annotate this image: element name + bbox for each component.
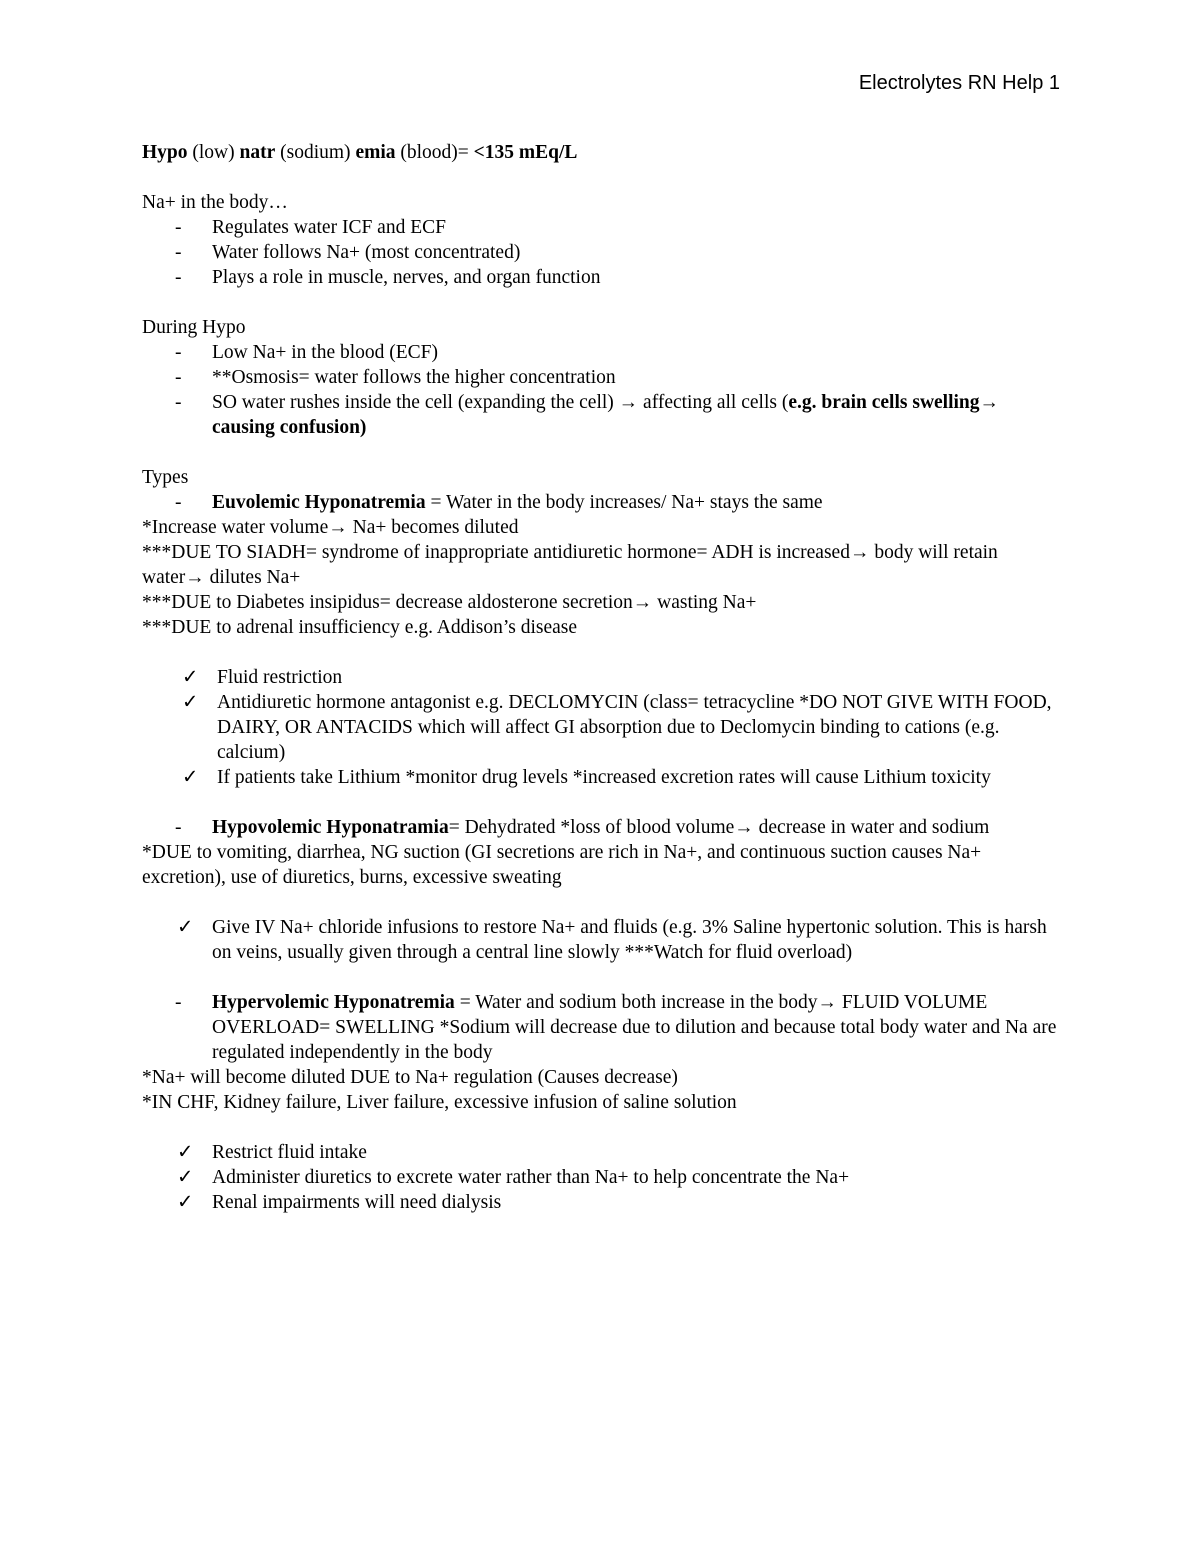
checklist-item-text: Restrict fluid intake xyxy=(212,1142,367,1163)
checklist-item-text: Antidiuretic hormone antagonist e.g. DECLOMYCIN (class= tetracycline *DO NOT GIVE WITH FOOD, DAIRY, OR ANTACIDS which will affect GI absorption due to Declomycin binding to cations (e.g. calcium) xyxy=(217,692,1052,763)
heading-part: (sodium) xyxy=(275,142,356,163)
checklist-item-text: Give IV Na+ chloride infusions to restore Na+ and fluids (e.g. 3% Saline hypertonic solution. This is harsh on veins, usually given through a central line slowly ***Watch for fluid overload) xyxy=(212,917,1047,963)
type-heading-euvolemic xyxy=(142,490,1062,515)
dash-bullet: - xyxy=(175,392,182,413)
list-item xyxy=(142,265,1062,290)
document-heading xyxy=(142,140,1062,165)
note-line: *IN CHF, Kidney failure, Liver failure, excessive infusion of saline solution xyxy=(142,1092,737,1113)
checklist-item-text: Renal impairments will need dialysis xyxy=(212,1192,502,1213)
checklist-item-text: Administer diuretics to excrete water rather than Na+ to help concentrate the Na+ xyxy=(212,1167,850,1188)
checkmark-icon: ✓ xyxy=(177,917,194,938)
checklist-item xyxy=(142,1190,1062,1215)
heading-part: (blood)= xyxy=(395,142,474,163)
note-line: *Increase water volume→ Na+ becomes diluted xyxy=(142,517,519,538)
type-description: = Dehydrated *loss of blood volume→ decrease in water and sodium xyxy=(448,817,990,838)
checklist-item xyxy=(142,765,1062,790)
list-item-text: SO water rushes inside the cell (expanding the cell) → affecting all cells ( xyxy=(212,392,789,413)
dash-bullet: - xyxy=(175,342,182,363)
checkmark-icon: ✓ xyxy=(177,1192,194,1213)
type-description: = Water in the body increases/ Na+ stays the same xyxy=(425,492,823,513)
type-title: Hypervolemic Hyponatremia xyxy=(212,992,455,1013)
na-body-intro: Na+ in the body… xyxy=(142,192,288,213)
list-item xyxy=(142,340,1062,365)
document-body xyxy=(142,140,1062,1215)
during-hypo-intro: During Hypo xyxy=(142,317,246,338)
list-item-text: Low Na+ in the blood (ECF) xyxy=(212,342,439,363)
checklist-item xyxy=(142,665,1062,690)
checklist-item xyxy=(142,690,1062,765)
list-item-text: **Osmosis= water follows the higher concentration xyxy=(212,367,616,388)
checkmark-icon: ✓ xyxy=(177,1167,194,1188)
list-item xyxy=(142,365,1062,390)
dash-bullet: - xyxy=(175,492,182,513)
type-heading-hypervolemic xyxy=(142,990,1062,1065)
heading-part: Hypo xyxy=(142,142,188,163)
page-header: Electrolytes RN Help 1 xyxy=(858,72,1060,94)
heading-part: (low) xyxy=(187,142,240,163)
dash-bullet: - xyxy=(175,367,182,388)
list-item xyxy=(142,215,1062,240)
dash-bullet: - xyxy=(175,217,182,238)
note-line: ***DUE TO SIADH= syndrome of inappropriate antidiuretic hormone= ADH is increased→ body will retain water→ dilutes Na+ xyxy=(142,542,998,588)
list-item-text: Regulates water ICF and ECF xyxy=(212,217,446,238)
dash-bullet: - xyxy=(175,992,182,1013)
list-item xyxy=(142,240,1062,265)
list-item-emphasis: e.g. brain cells swelling→ causing confusion) xyxy=(212,392,1000,438)
note-line: ***DUE to adrenal insufficiency e.g. Addison’s disease xyxy=(142,617,578,638)
checkmark-icon: ✓ xyxy=(182,767,199,788)
type-title: Euvolemic Hyponatremia xyxy=(212,492,426,513)
checklist-item-text: If patients take Lithium *monitor drug levels *increased excretion rates will cause Lithium toxicity xyxy=(217,767,991,788)
checklist-item xyxy=(142,1140,1062,1165)
heading-part: <135 mEq/L xyxy=(473,142,578,163)
checklist-item xyxy=(142,1165,1062,1190)
type-title: Hypovolemic Hyponatramia xyxy=(212,817,449,838)
checklist-item xyxy=(142,915,1062,965)
list-item xyxy=(142,390,1062,440)
type-description: = Water and sodium both increase in the body→ FLUID VOLUME OVERLOAD= SWELLING *Sodium will decrease due to dilution and because total body water and Na are regulated independently in the body xyxy=(212,992,1057,1063)
heading-part: natr xyxy=(239,142,276,163)
note-line: *Na+ will become diluted DUE to Na+ regulation (Causes decrease) xyxy=(142,1067,678,1088)
checkmark-icon: ✓ xyxy=(182,692,199,713)
note-line: *DUE to vomiting, diarrhea, NG suction (GI secretions are rich in Na+, and continuous suction causes Na+ excretion), use of diuretics, burns, excessive sweating xyxy=(142,842,982,888)
checklist-item-text: Fluid restriction xyxy=(217,667,343,688)
checkmark-icon: ✓ xyxy=(177,1142,194,1163)
types-intro: Types xyxy=(142,467,189,488)
note-line: ***DUE to Diabetes insipidus= decrease aldosterone secretion→ wasting Na+ xyxy=(142,592,757,613)
type-heading-hypovolemic xyxy=(142,815,1062,840)
checkmark-icon: ✓ xyxy=(182,667,199,688)
list-item-text: Water follows Na+ (most concentrated) xyxy=(212,242,521,263)
heading-part: emia xyxy=(355,142,396,163)
dash-bullet: - xyxy=(175,267,182,288)
dash-bullet: - xyxy=(175,242,182,263)
list-item-text: Plays a role in muscle, nerves, and organ function xyxy=(212,267,601,288)
dash-bullet: - xyxy=(175,817,182,838)
